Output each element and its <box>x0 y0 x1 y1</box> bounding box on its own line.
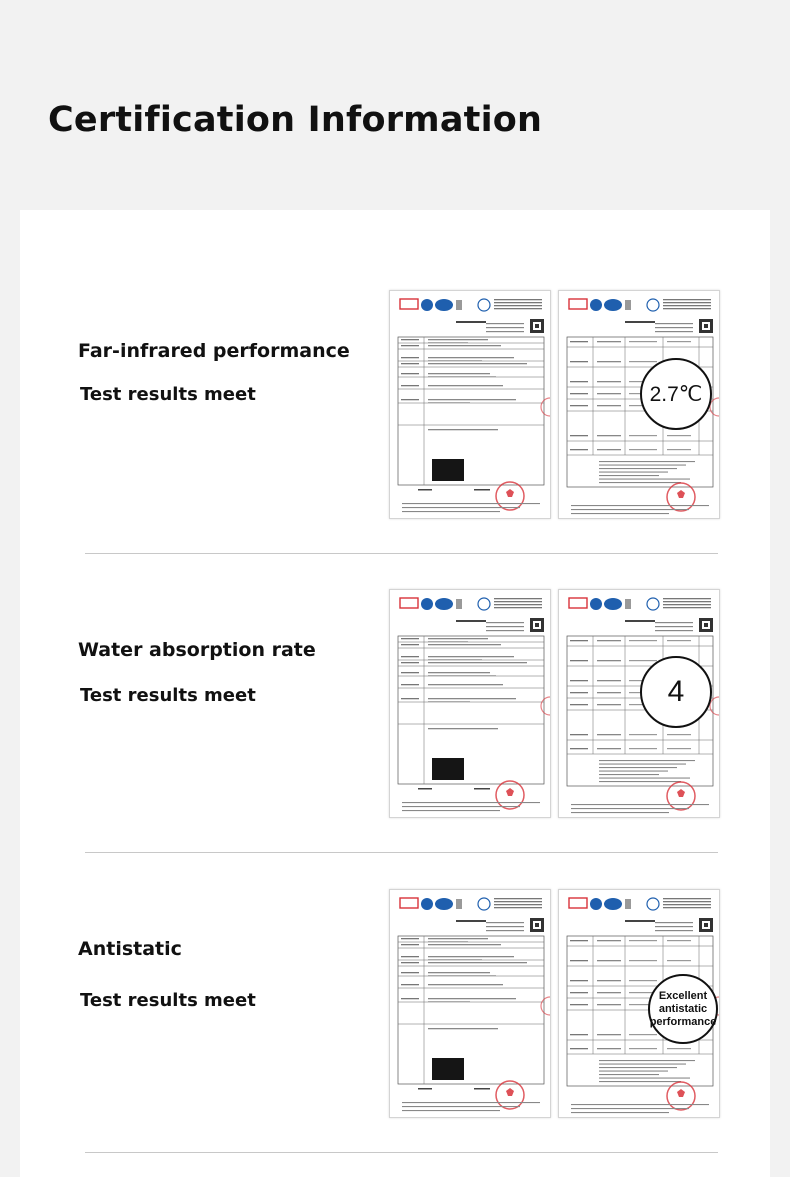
section-title: Far-infrared performance <box>78 340 350 362</box>
result-callout: 2.7℃ <box>640 358 712 430</box>
section-title: Antistatic <box>78 938 182 960</box>
test-report-page-1 <box>389 290 551 519</box>
section-water-absorption <box>20 510 770 810</box>
section-subtitle: Test results meet <box>80 384 256 405</box>
report-page-graphic <box>390 590 551 818</box>
result-callout: Excellent antistatic performance <box>648 974 718 1044</box>
certification-card <box>20 210 770 1177</box>
section-divider <box>85 1152 718 1153</box>
section-subtitle: Test results meet <box>80 990 256 1011</box>
section-far-infrared <box>20 210 770 510</box>
page-title: Certification Information <box>48 100 543 140</box>
report-page-graphic <box>390 890 551 1118</box>
section-antistatic <box>20 810 770 1110</box>
result-callout: 4 <box>640 656 712 728</box>
test-report-page-1 <box>389 889 551 1118</box>
section-title: Water absorption rate <box>78 639 316 661</box>
test-report-page-1 <box>389 589 551 818</box>
report-page-graphic <box>390 291 551 519</box>
section-subtitle: Test results meet <box>80 685 256 706</box>
